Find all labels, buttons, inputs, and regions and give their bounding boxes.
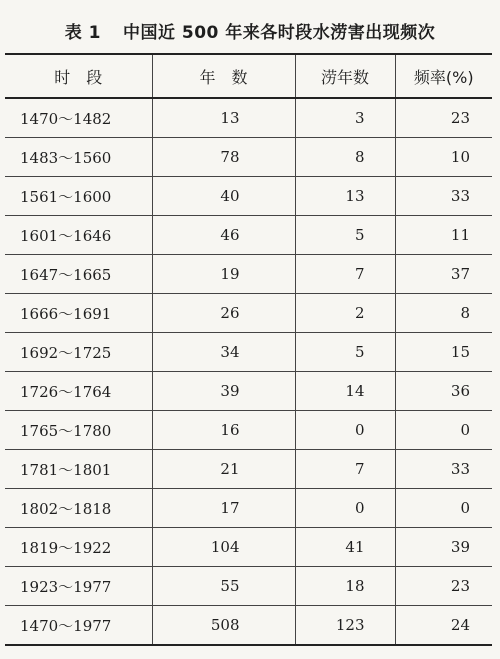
years-cell: 13 xyxy=(152,98,295,138)
frequency-cell: 10 xyxy=(395,138,492,177)
period-cell: 1819～1922 xyxy=(5,528,152,567)
table-row xyxy=(5,216,492,255)
frequency-cell: 36 xyxy=(395,372,492,411)
flood-frequency-table xyxy=(5,53,492,646)
frequency-cell: 33 xyxy=(395,177,492,216)
period-cell: 1561～1600 xyxy=(5,177,152,216)
table-row xyxy=(5,177,492,216)
period-cell: 1470～1482 xyxy=(20,109,112,128)
flood-years-cell: 13 xyxy=(295,177,395,216)
flood-years-cell: 0 xyxy=(295,411,395,450)
period-cell: 1726～1764 xyxy=(5,372,152,411)
table-caption xyxy=(0,18,500,43)
table-row xyxy=(5,255,492,294)
table-row xyxy=(5,372,492,411)
years-cell: 17 xyxy=(152,489,295,528)
period-cell: 1692～1725 xyxy=(5,333,152,372)
period-cell: 1781～1801 xyxy=(5,450,152,489)
period-cell: 1666～1691 xyxy=(5,294,152,333)
frequency-cell: 24 xyxy=(395,606,492,646)
table-row xyxy=(5,489,492,528)
flood-years-cell: 5 xyxy=(295,333,395,372)
flood-years-cell: 14 xyxy=(295,372,395,411)
years-cell: 46 xyxy=(152,216,295,255)
flood-years-cell: 0 xyxy=(295,489,395,528)
column-header-period: 时 段 xyxy=(5,54,152,98)
column-header-years: 年 数 xyxy=(152,54,295,98)
table-row xyxy=(5,411,492,450)
period-cell: 1647～1665 xyxy=(5,255,152,294)
flood-years-cell: 7 xyxy=(295,255,395,294)
years-cell: 16 xyxy=(152,411,295,450)
flood-years-cell: 5 xyxy=(295,216,395,255)
years-cell: 19 xyxy=(152,255,295,294)
frequency-cell: 23 xyxy=(395,567,492,606)
table-row xyxy=(5,98,492,138)
flood-years-cell: 3 xyxy=(295,98,395,138)
flood-years-cell: 8 xyxy=(295,138,395,177)
header-row xyxy=(5,54,492,98)
frequency-cell: 33 xyxy=(395,450,492,489)
period-cell: 1601～1646 xyxy=(5,216,152,255)
years-cell: 104 xyxy=(152,528,295,567)
period-cell: 1470～1977 xyxy=(5,606,152,646)
table-row xyxy=(5,528,492,567)
frequency-cell: 8 xyxy=(395,294,492,333)
table-row xyxy=(5,606,492,646)
frequency-cell: 0 xyxy=(395,411,492,450)
flood-years-cell: 2 xyxy=(295,294,395,333)
frequency-cell: 0 xyxy=(395,489,492,528)
column-header-frequency: 频率(%) xyxy=(395,54,492,98)
years-cell: 21 xyxy=(152,450,295,489)
period-cell: 1483～1560 xyxy=(5,138,152,177)
flood-years-cell: 18 xyxy=(295,567,395,606)
years-cell: 39 xyxy=(152,372,295,411)
table-row xyxy=(5,294,492,333)
flood-years-cell: 123 xyxy=(295,606,395,646)
years-cell: 55 xyxy=(152,567,295,606)
years-cell: 40 xyxy=(152,177,295,216)
table-title: 中国近 500 年来各时段水涝害出现频次 xyxy=(122,23,436,43)
table-body xyxy=(5,98,492,645)
years-cell: 34 xyxy=(152,333,295,372)
period-cell: 1802～1818 xyxy=(5,489,152,528)
frequency-cell: 15 xyxy=(395,333,492,372)
table-row xyxy=(5,567,492,606)
frequency-cell: 37 xyxy=(395,255,492,294)
years-cell: 78 xyxy=(152,138,295,177)
table-row xyxy=(5,138,492,177)
years-cell: 508 xyxy=(152,606,295,646)
column-header-flood-years: 涝年数 xyxy=(295,54,395,98)
period-cell: 1765～1780 xyxy=(5,411,152,450)
table-row xyxy=(5,450,492,489)
table-number: 表 1 xyxy=(64,23,101,43)
frequency-cell: 23 xyxy=(395,98,492,138)
period-cell: 1923～1977 xyxy=(5,567,152,606)
frequency-cell: 11 xyxy=(395,216,492,255)
flood-years-cell: 41 xyxy=(295,528,395,567)
years-cell: 26 xyxy=(152,294,295,333)
frequency-cell: 39 xyxy=(395,528,492,567)
flood-years-cell: 7 xyxy=(295,450,395,489)
table-row xyxy=(5,333,492,372)
